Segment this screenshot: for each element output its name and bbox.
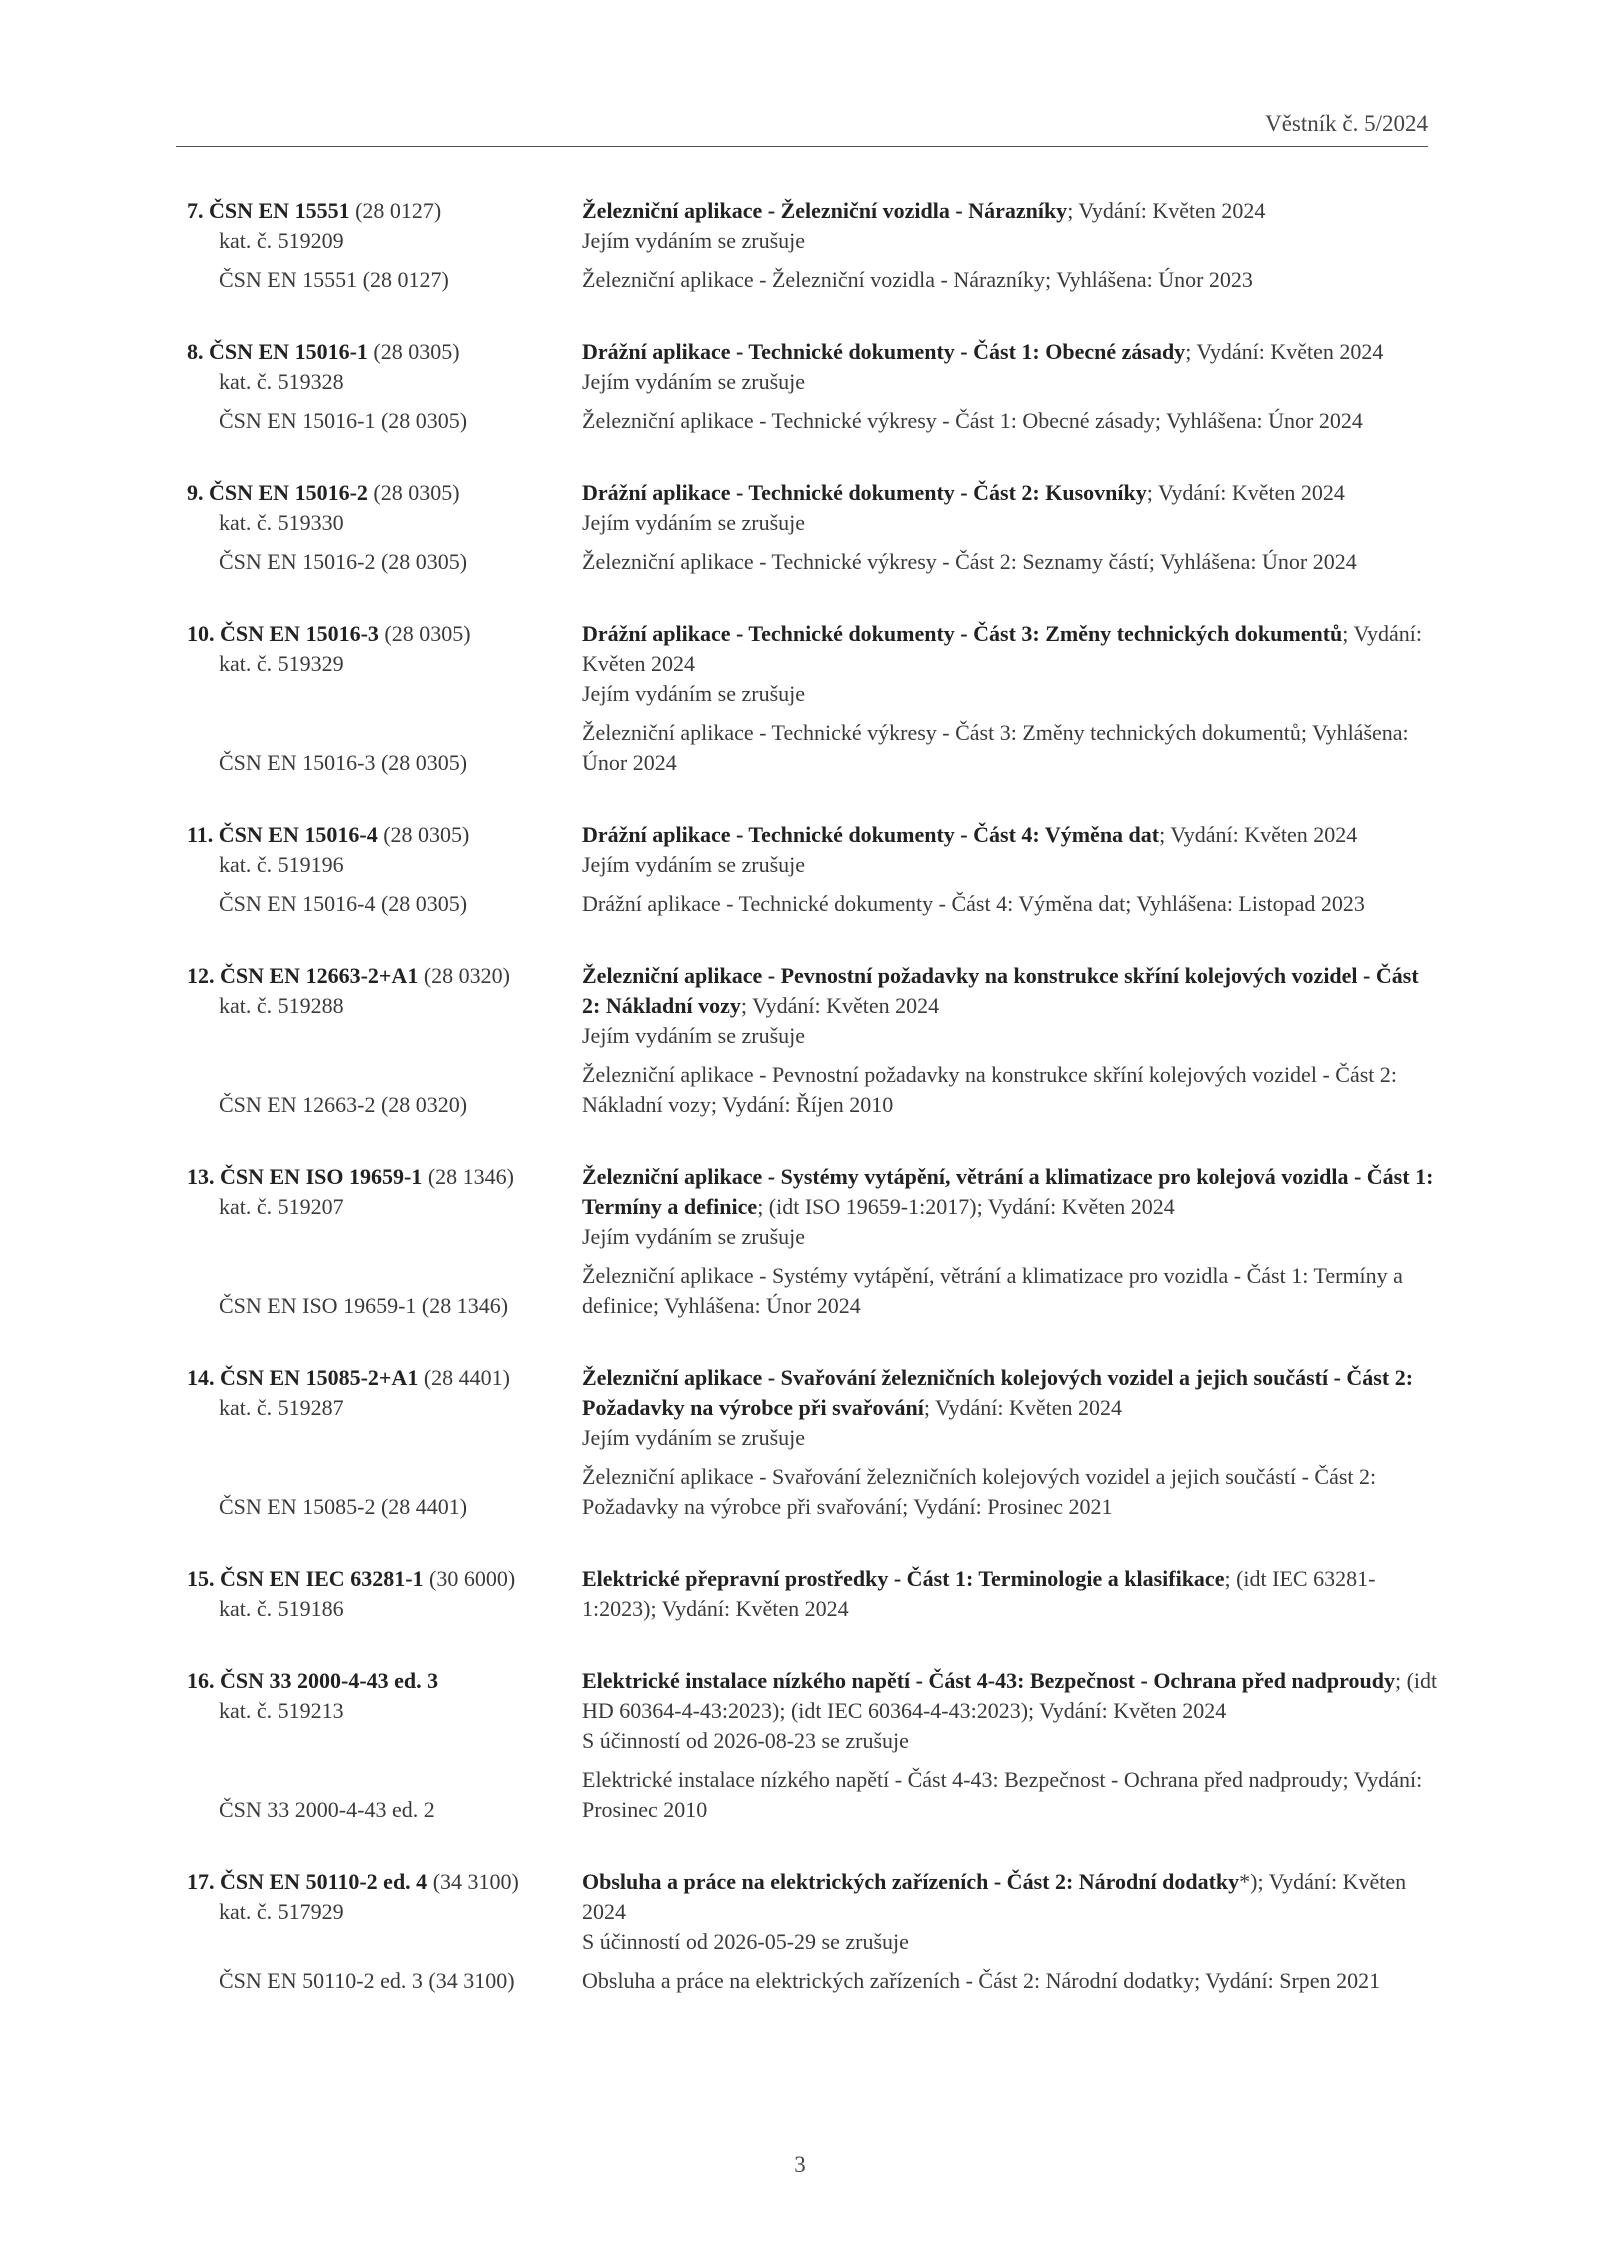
standard-entry — [176, 1867, 1438, 1996]
replaced-standard-text: Obsluha a práce na elektrických zařízeních - Část 2: Národní dodatky; Vydání: Srpen 2021 — [582, 1968, 1381, 1993]
catalog-number: kat. č. 519213 — [219, 1698, 344, 1723]
replacement-note: Jejím vydáním se zrušuje — [582, 852, 806, 877]
standard-title: Drážní aplikace - Technické dokumenty - Část 4: Výměna dat — [582, 822, 1160, 847]
standard-entry — [176, 196, 1438, 295]
standard-title: Obsluha a práce na elektrických zařízeních - Část 2: Národní dodatky — [582, 1869, 1240, 1894]
replaced-standard-code: ČSN EN 15016-2 (28 0305) — [219, 549, 468, 574]
catalog-number: kat. č. 517929 — [219, 1899, 344, 1924]
replacement-note: Jejím vydáním se zrušuje — [582, 1224, 806, 1249]
class-code: (34 3100) — [427, 1869, 519, 1894]
replaced-standard-text: Železniční aplikace - Pevnostní požadavky na konstrukce skříní kolejových vozidel - Část 2: Nákladní vozy; Vydání: Říjen 2010 — [582, 1062, 1397, 1117]
standard-entry — [176, 1162, 1438, 1321]
class-code: (28 0320) — [418, 963, 510, 988]
entry-number: 7. — [187, 198, 204, 223]
entry-number: 16. — [187, 1668, 215, 1693]
catalog-number: kat. č. 519328 — [219, 369, 344, 394]
catalog-number: kat. č. 519288 — [219, 993, 344, 1018]
replaced-standard-text: Železniční aplikace - Technické výkresy - Část 3: Změny technických dokumentů; Vyhlášena: Únor 2024 — [582, 720, 1409, 775]
standard-code: ČSN EN 15551 — [209, 198, 350, 223]
entry-number: 13. — [187, 1164, 215, 1189]
standard-code: ČSN 33 2000-4-43 ed. 3 — [220, 1668, 439, 1693]
replacement-note: S účinností od 2026-05-29 se zrušuje — [582, 1929, 909, 1954]
entry-number: 8. — [187, 339, 204, 364]
standard-code: ČSN EN 15085-2+A1 — [220, 1365, 419, 1390]
issue-info: ; Vydání: Květen 2024 — [923, 1395, 1123, 1420]
standard-code: ČSN EN ISO 19659-1 — [220, 1164, 423, 1189]
standard-code: ČSN EN 15016-3 — [220, 621, 379, 646]
replacement-note: S účinností od 2026-08-23 se zrušuje — [582, 1728, 909, 1753]
standard-entry — [176, 1666, 1438, 1825]
issue-info: ; (idt ISO 19659-1:2017); Vydání: Květen 2024 — [757, 1194, 1175, 1219]
standard-title: Elektrické přepravní prostředky - Část 1: Terminologie a klasifikace — [582, 1566, 1225, 1591]
catalog-number: kat. č. 519330 — [219, 510, 344, 535]
standard-title: Železniční aplikace - Systémy vytápění, větrání a klimatizace pro kolejová vozidla - Část 1: Termíny a definice — [582, 1164, 1434, 1219]
catalog-number: kat. č. 519207 — [219, 1194, 344, 1219]
catalog-number: kat. č. 519329 — [219, 651, 344, 676]
replaced-standard-code: ČSN EN 15016-4 (28 0305) — [219, 891, 468, 916]
issue-info: ; Vydání: Květen 2024 — [582, 621, 1422, 676]
replacement-note: Jejím vydáním se zrušuje — [582, 228, 806, 253]
entry-number: 15. — [187, 1566, 215, 1591]
replaced-standard-code: ČSN EN 15551 (28 0127) — [219, 267, 449, 292]
issue-info: ; Vydání: Květen 2024 — [1185, 339, 1384, 364]
issue-info: ; Vydání: Květen 2024 — [1146, 480, 1345, 505]
standard-code: ČSN EN IEC 63281-1 — [220, 1566, 424, 1591]
class-code: (28 4401) — [418, 1365, 510, 1390]
replacement-note: Jejím vydáním se zrušuje — [582, 1425, 806, 1450]
catalog-number: kat. č. 519186 — [219, 1596, 344, 1621]
page-number: 3 — [794, 2152, 806, 2177]
issue-info: ; (idt HD 60364-4-43:2023); (idt IEC 60364-4-43:2023); Vydání: Květen 2024 — [582, 1668, 1438, 1723]
replacement-note: Jejím vydáním se zrušuje — [582, 1023, 806, 1048]
standard-title: Železniční aplikace - Svařování železničních kolejových vozidel a jejich součástí - Část 2: Požadavky na výrobce při svařování — [582, 1365, 1414, 1420]
entry-number: 11. — [187, 822, 214, 847]
issue-info: ; (idt IEC 63281-1:2023); Vydání: Květen 2024 — [582, 1566, 1376, 1621]
entry-number: 9. — [187, 480, 204, 505]
replaced-standard-text: Železniční aplikace - Systémy vytápění, větrání a klimatizace pro vozidla - Část 1: Termíny a definice; Vyhlášena: Únor 2024 — [582, 1263, 1403, 1318]
entry-number: 10. — [187, 621, 215, 646]
replaced-standard-code: ČSN EN 15085-2 (28 4401) — [219, 1494, 468, 1519]
standards-list — [176, 196, 1438, 2038]
replaced-standard-code: ČSN EN ISO 19659-1 (28 1346) — [219, 1293, 509, 1318]
standard-title: Železniční aplikace - Pevnostní požadavky na konstrukce skříní kolejových vozidel - Část 2: Nákladní vozy — [582, 963, 1419, 1018]
issue-info: ; Vydání: Květen 2024 — [740, 993, 940, 1018]
replaced-standard-text: Drážní aplikace - Technické dokumenty - Část 4: Výměna dat; Vyhlášena: Listopad 2023 — [582, 891, 1365, 916]
standard-title: Elektrické instalace nízkého napětí - Část 4-43: Bezpečnost - Ochrana před nadproudy — [582, 1668, 1395, 1693]
replaced-standard-code: ČSN EN 12663-2 (28 0320) — [219, 1092, 468, 1117]
bulletin-header: Věstník č. 5/2024 — [176, 112, 1428, 147]
replaced-standard-code: ČSN EN 50110-2 ed. 3 (34 3100) — [219, 1968, 515, 1993]
replaced-standard-text: Elektrické instalace nízkého napětí - Část 4-43: Bezpečnost - Ochrana před nadproudy; Vydání: Prosinec 2010 — [582, 1767, 1423, 1822]
standard-entry — [176, 820, 1438, 919]
class-code: (28 0305) — [377, 822, 470, 847]
standard-code: ČSN EN 12663-2+A1 — [220, 963, 419, 988]
standard-code: ČSN EN 15016-4 — [218, 822, 378, 847]
entry-number: 12. — [187, 963, 215, 988]
standard-entry — [176, 1564, 1438, 1624]
issue-info: ; Vydání: Květen 2024 — [1159, 822, 1358, 847]
class-code: (30 6000) — [423, 1566, 516, 1591]
standard-title: Drážní aplikace - Technické dokumenty - Část 1: Obecné zásady — [582, 339, 1186, 364]
catalog-number: kat. č. 519287 — [219, 1395, 344, 1420]
replaced-standard-text: Železniční aplikace - Technické výkresy - Část 1: Obecné zásady; Vyhlášena: Únor 2024 — [582, 408, 1363, 433]
standard-entry — [176, 961, 1438, 1120]
replaced-standard-text: Železniční aplikace - Svařování železničních kolejových vozidel a jejich součástí - Část 2: Požadavky na výrobce při svařování; Vydání: Prosinec 2021 — [582, 1464, 1377, 1519]
class-code: (28 0305) — [378, 621, 471, 646]
entry-number: 14. — [187, 1365, 215, 1390]
class-code: (28 0305) — [367, 480, 460, 505]
standard-entry — [176, 1363, 1438, 1522]
standard-entry — [176, 337, 1438, 436]
standard-entry — [176, 619, 1438, 778]
standard-title: Drážní aplikace - Technické dokumenty - Část 3: Změny technických dokumentů — [582, 621, 1343, 646]
standard-code: ČSN EN 15016-2 — [209, 480, 368, 505]
class-code: (28 0305) — [367, 339, 460, 364]
replacement-note: Jejím vydáním se zrušuje — [582, 510, 806, 535]
replacement-note: Jejím vydáním se zrušuje — [582, 369, 806, 394]
replaced-standard-code: ČSN EN 15016-1 (28 0305) — [219, 408, 468, 433]
replaced-standard-code: ČSN EN 15016-3 (28 0305) — [219, 750, 468, 775]
catalog-number: kat. č. 519209 — [219, 228, 344, 253]
entry-number: 17. — [187, 1869, 215, 1894]
issue-info: *); Vydání: Květen 2024 — [582, 1869, 1407, 1924]
standard-code: ČSN EN 15016-1 — [209, 339, 368, 364]
class-code: (28 0127) — [349, 198, 442, 223]
replacement-note: Jejím vydáním se zrušuje — [582, 681, 806, 706]
replaced-standard-text: Železniční aplikace - Technické výkresy - Část 2: Seznamy částí; Vyhlášena: Únor 2024 — [582, 549, 1357, 574]
replaced-standard-code: ČSN 33 2000-4-43 ed. 2 — [219, 1797, 435, 1822]
standard-entry — [176, 478, 1438, 577]
catalog-number: kat. č. 519196 — [219, 852, 344, 877]
standard-code: ČSN EN 50110-2 ed. 4 — [220, 1869, 428, 1894]
standard-title: Drážní aplikace - Technické dokumenty - Část 2: Kusovníky — [582, 480, 1147, 505]
class-code: (28 1346) — [422, 1164, 514, 1189]
replaced-standard-text: Železniční aplikace - Železniční vozidla - Nárazníky; Vyhlášena: Únor 2023 — [582, 267, 1253, 292]
issue-info: ; Vydání: Květen 2024 — [1067, 198, 1266, 223]
standard-title: Železniční aplikace - Železniční vozidla - Nárazníky — [582, 198, 1068, 223]
